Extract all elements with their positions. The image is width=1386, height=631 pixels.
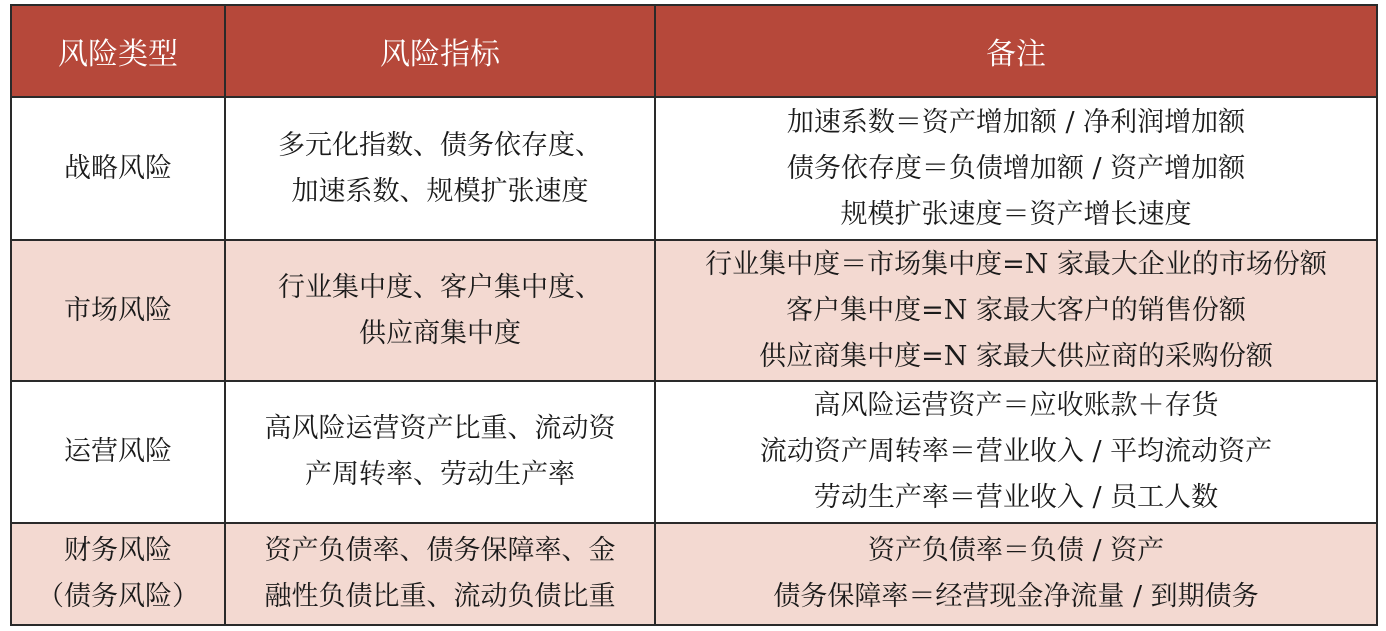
header-indicator: 风险指标 bbox=[225, 5, 655, 97]
note-cell bbox=[655, 97, 1377, 240]
table-row bbox=[11, 523, 1377, 625]
indicator-cell bbox=[225, 381, 655, 523]
note-line: 债务保障率＝经营现金净流量 / 到期债务 bbox=[773, 581, 1259, 612]
risk-type-label: 财务风险 bbox=[64, 535, 172, 566]
risk-type-label: 市场风险 bbox=[64, 294, 172, 326]
note-line: 高风险运营资产＝应收账款＋存货 bbox=[813, 390, 1219, 421]
note-line: 供应商集中度=N 家最大供应商的采购份额 bbox=[759, 340, 1273, 372]
indicator-cell bbox=[225, 97, 655, 240]
indicator-line: 多元化指数、债务依存度、 bbox=[278, 129, 602, 161]
risk-type-cell bbox=[11, 523, 225, 625]
indicator-line: 加速系数、规模扩张速度 bbox=[291, 175, 589, 207]
risk-type-label: 运营风险 bbox=[64, 436, 172, 467]
header-risk-type: 风险类型 bbox=[11, 5, 225, 97]
note-line: 加速系数＝资产增加额 / 净利润增加额 bbox=[786, 106, 1246, 138]
note-cell bbox=[655, 240, 1377, 381]
indicator-cell bbox=[225, 240, 655, 381]
indicator-line: 高风险运营资产比重、流动资 bbox=[264, 413, 616, 444]
indicator-line: 融性负债比重、流动负债比重 bbox=[264, 581, 616, 612]
indicator-cell bbox=[225, 523, 655, 625]
note-line: 规模扩张速度＝资产增长速度 bbox=[840, 198, 1192, 230]
note-line: 资产负债率＝负债 / 资产 bbox=[867, 535, 1165, 566]
header-note: 备注 bbox=[655, 5, 1377, 97]
note-line: 债务依存度＝负债增加额 / 资产增加额 bbox=[786, 152, 1246, 184]
risk-indicator-table bbox=[10, 4, 1378, 626]
note-line: 流动资产周转率＝营业收入 / 平均流动资产 bbox=[759, 436, 1273, 467]
risk-type-sublabel: （债务风险） bbox=[37, 581, 199, 612]
note-line: 劳动生产率＝营业收入 / 员工人数 bbox=[813, 482, 1219, 513]
risk-type-label: 战略风险 bbox=[64, 152, 172, 184]
table-header-row bbox=[11, 5, 1377, 97]
risk-type-cell bbox=[11, 97, 225, 240]
note-line: 客户集中度=N 家最大客户的销售份额 bbox=[786, 294, 1246, 326]
table-row bbox=[11, 240, 1377, 381]
table-row bbox=[11, 97, 1377, 240]
note-cell bbox=[655, 381, 1377, 523]
indicator-line: 供应商集中度 bbox=[359, 317, 521, 349]
note-line: 行业集中度＝市场集中度=N 家最大企业的市场份额 bbox=[705, 248, 1327, 280]
table-row bbox=[11, 381, 1377, 523]
indicator-line: 资产负债率、债务保障率、金 bbox=[264, 535, 616, 566]
risk-type-cell bbox=[11, 240, 225, 381]
risk-type-cell bbox=[11, 381, 225, 523]
indicator-line: 产周转率、劳动生产率 bbox=[305, 459, 575, 490]
note-cell bbox=[655, 523, 1377, 625]
indicator-line: 行业集中度、客户集中度、 bbox=[278, 271, 602, 303]
